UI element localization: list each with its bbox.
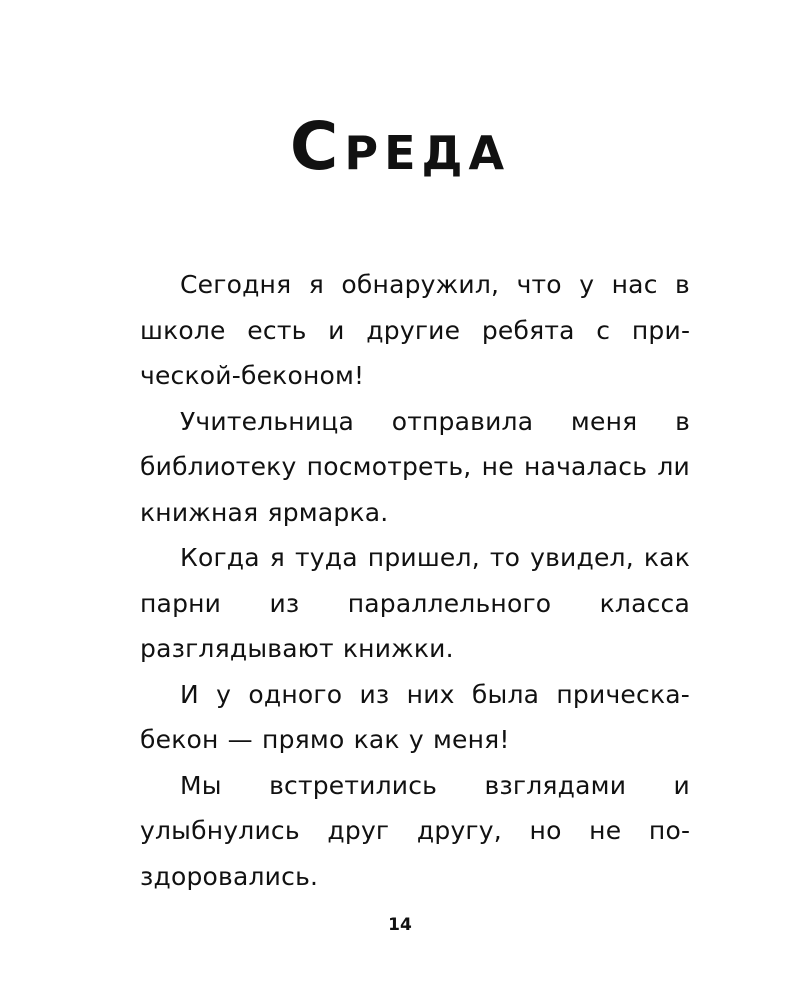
chapter-title: Среда (289, 108, 511, 185)
paragraph: И у одного из них была прическа-бекон — прямо как у меня! (140, 679, 690, 754)
page-number: 14 (388, 915, 412, 935)
paragraph: Мы встретились взглядами и улыбнулись друг другу, но не поздоровались. (140, 770, 690, 891)
paragraph: Сегодня я обнаружил, что у нас в школе есть и другие ребята с прической-беконом! (140, 270, 690, 390)
paragraph: Когда я туда пришел, то увидел, как парни из параллельного класса разглядывают книжки. (140, 543, 690, 663)
paragraph: Учительница отправила меня в библиотеку посмотреть, не началась ли книжная ярмарка. (140, 406, 690, 527)
body-text (140, 262, 690, 899)
